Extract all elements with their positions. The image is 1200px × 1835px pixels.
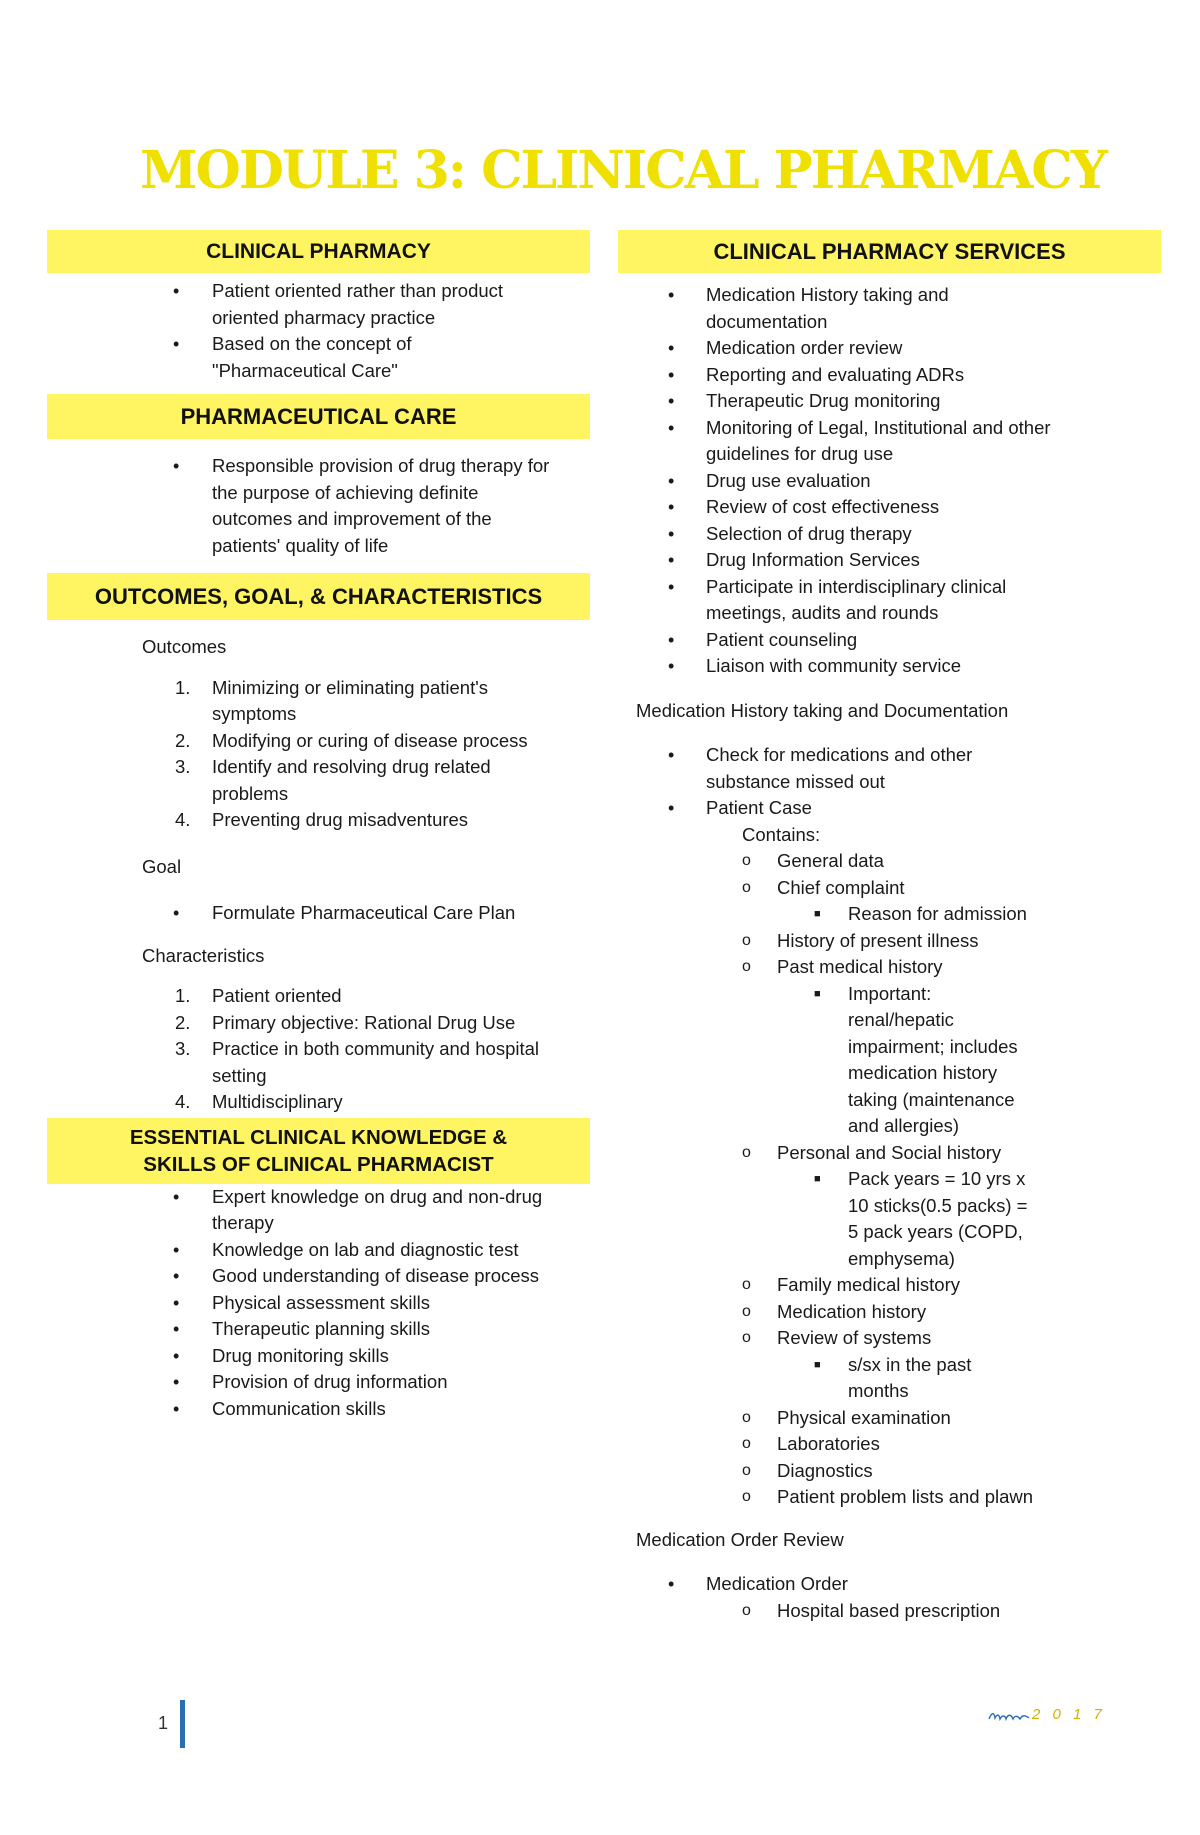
bullet-icon: • (173, 1239, 180, 1260)
bullet-icon: • (668, 364, 675, 385)
list-item (618, 1299, 1161, 1326)
list-item-text: Family medical history (777, 1274, 960, 1295)
bullet-icon: • (668, 417, 675, 438)
list-item-text: Multidisciplinary (212, 1091, 343, 1112)
list-number: 2. (175, 729, 191, 751)
bullet-icon: • (173, 903, 180, 923)
list-item (47, 983, 590, 1010)
list-item-text: Preventing drug misadventures (212, 809, 469, 830)
circle-bullet-icon: o (742, 1329, 751, 1346)
list-item-text: General data (777, 850, 884, 871)
list-item-text: Laboratories (777, 1433, 880, 1454)
footer-year (988, 1706, 1106, 1723)
footer-year-text: 2 0 1 7 (1032, 1706, 1106, 1723)
list-item (618, 627, 1161, 654)
list-item-text: Practice in both community and hospital setting (212, 1038, 540, 1086)
list-item (618, 574, 1161, 627)
bullet-icon: • (668, 285, 675, 305)
page-title: MODULE 3: CLINICAL PHARMACY (140, 140, 1106, 201)
list-item-text: Communication skills (212, 1397, 386, 1419)
outcomes-heading: OUTCOMES, GOAL, & CHARACTERISTICS (47, 573, 590, 620)
list-item (47, 1036, 590, 1089)
outcomes-label: Outcomes (142, 636, 227, 657)
clinical-pharmacy-heading: CLINICAL PHARMACY (47, 230, 590, 273)
list-item-text: Physical examination (777, 1406, 951, 1428)
list-item (47, 1010, 590, 1037)
list-number: 1. (175, 985, 191, 1006)
footer-divider (180, 1700, 185, 1748)
list-item (618, 1598, 1161, 1625)
list-item (618, 1272, 1161, 1299)
list-item-text: Provision of drug information (212, 1371, 448, 1392)
list-item (618, 468, 1161, 495)
characteristics-list (47, 983, 590, 1116)
list-item-text: Hospital based prescription (777, 1599, 1001, 1621)
list-item (618, 742, 1161, 795)
bullet-icon: • (173, 1266, 180, 1286)
list-item-text: Important: renal/hepatic impairment; includes medication history taking (maintenance and allergies) (848, 982, 1018, 1136)
list-item (47, 1369, 590, 1396)
list-item-text: Therapeutic planning skills (212, 1318, 431, 1339)
list-item (618, 547, 1161, 574)
bullet-icon: • (668, 550, 675, 570)
bullet-icon: • (668, 576, 675, 597)
left-column (47, 230, 590, 1422)
list-item-text: Past medical history (777, 956, 943, 977)
list-item-text: Patient counseling (706, 628, 858, 650)
list-item-text: Monitoring of Legal, Institutional and other guidelines for drug use (706, 416, 1051, 464)
list-item (618, 415, 1161, 468)
list-item (47, 807, 590, 834)
essential-knowledge-heading: ESSENTIAL CLINICAL KNOWLEDGE & SKILLS OF CLINICAL PHARMACIST (47, 1118, 590, 1184)
bullet-icon: • (173, 1398, 180, 1419)
goal-list (47, 900, 590, 927)
bullet-icon: • (668, 798, 675, 818)
services-list (618, 282, 1161, 680)
list-item-text: Formulate Pharmaceutical Care Plan (212, 902, 516, 923)
circle-bullet-icon: o (742, 852, 751, 869)
bullet-icon: • (668, 745, 675, 765)
list-item-text: Medication history (777, 1300, 927, 1322)
list-item (47, 453, 590, 559)
circle-bullet-icon: o (742, 1276, 751, 1293)
list-item-text: Modifying or curing of disease process (212, 729, 528, 751)
list-item-text: Drug Information Services (706, 549, 920, 570)
list-item (618, 521, 1161, 548)
list-item (47, 331, 590, 384)
list-item (618, 1166, 1161, 1272)
list-number: 3. (175, 756, 191, 777)
list-item-text: Review of systems (777, 1327, 932, 1348)
list-item (618, 1325, 1161, 1352)
list-item (618, 954, 1161, 981)
list-item-text: Review of cost effectiveness (706, 496, 940, 517)
essential-knowledge-list (47, 1184, 590, 1423)
list-item (47, 675, 590, 728)
list-item (47, 1316, 590, 1343)
clinical-pharmacy-services-heading: CLINICAL PHARMACY SERVICES (618, 230, 1161, 273)
bullet-icon: • (668, 338, 675, 358)
list-item-text: Good understanding of disease process (212, 1265, 540, 1286)
bullet-icon: • (668, 656, 675, 676)
square-bullet-icon: ■ (814, 1358, 821, 1371)
right-column (618, 230, 1161, 1624)
list-item-text: Patient oriented rather than product oriented pharmacy practice (212, 280, 504, 328)
square-bullet-icon: ■ (814, 1173, 821, 1185)
list-item (618, 875, 1161, 902)
list-number: 2. (175, 1011, 191, 1033)
list-item (618, 1458, 1161, 1485)
list-item-text: Primary objective: Rational Drug Use (212, 1011, 516, 1033)
list-item-text: Patient problem lists and plawn (777, 1486, 1034, 1507)
bullet-icon: • (668, 523, 675, 544)
list-item-text: Drug use evaluation (706, 469, 871, 491)
contains-label: Contains: (742, 823, 821, 845)
circle-bullet-icon: o (742, 1601, 751, 1619)
list-item (618, 494, 1161, 521)
list-item-text: Medication order review (706, 337, 903, 358)
circle-bullet-icon: o (742, 1435, 751, 1452)
pharmaceutical-care-list (47, 453, 590, 559)
circle-bullet-icon: o (742, 1408, 751, 1426)
list-item (618, 1405, 1161, 1432)
list-item-text: Selection of drug therapy (706, 522, 912, 544)
medication-history-list (618, 742, 1161, 822)
list-item (618, 388, 1161, 415)
bullet-icon: • (668, 1574, 675, 1594)
list-item-text: Identify and resolving drug related problems (212, 756, 491, 804)
list-item (618, 335, 1161, 362)
circle-bullet-icon: o (742, 878, 751, 896)
list-item (618, 1431, 1161, 1458)
list-item-text: Responsible provision of drug therapy for the purpose of achieving definite outcomes and improvement of the patients' quality of life (212, 455, 550, 556)
list-item-text: Drug monitoring skills (212, 1344, 389, 1366)
list-item (47, 754, 590, 807)
list-item-text: Medication History taking and documentation (706, 284, 949, 332)
list-item-text: History of present illness (777, 929, 979, 951)
list-item-text: Liaison with community service (706, 655, 961, 676)
list-item (47, 1089, 590, 1116)
list-item (618, 848, 1161, 875)
list-item (618, 1571, 1161, 1598)
list-item-text: Reporting and evaluating ADRs (706, 363, 965, 385)
list-item (618, 653, 1161, 680)
list-item-text: Chief complaint (777, 876, 905, 898)
list-item-text: Based on the concept of "Pharmaceutical Care" (212, 333, 412, 381)
list-item-text: Knowledge on lab and diagnostic test (212, 1238, 519, 1260)
list-number: 4. (175, 1091, 191, 1112)
list-item (47, 1290, 590, 1317)
circle-bullet-icon: o (742, 1488, 751, 1505)
bullet-icon: • (173, 334, 180, 354)
author-signature-icon (988, 1709, 1030, 1721)
circle-bullet-icon: o (742, 1302, 751, 1320)
bullet-icon: • (173, 1345, 180, 1366)
list-item (47, 278, 590, 331)
list-item-text: Personal and Social history (777, 1141, 1002, 1163)
list-item-text: Physical assessment skills (212, 1291, 430, 1313)
page-number: 1 (158, 1713, 169, 1733)
list-item (618, 795, 1161, 822)
circle-bullet-icon: o (742, 931, 751, 949)
bullet-icon: • (173, 1319, 180, 1339)
bullet-icon: • (173, 456, 180, 476)
list-item-text: Check for medications and other substance missed out (706, 744, 973, 792)
list-item-text: Pack years = 10 yrs x 10 sticks(0.5 packs) = 5 pack years (COPD, emphysema) (848, 1168, 1028, 1269)
medication-order-review-label: Medication Order Review (636, 1528, 844, 1550)
list-item (618, 901, 1161, 928)
circle-bullet-icon: o (742, 1143, 751, 1161)
list-item-text: s/sx in the past months (848, 1353, 972, 1401)
list-item-text: Patient Case (706, 797, 812, 818)
list-item-text: Medication Order (706, 1573, 848, 1594)
bullet-icon: • (668, 497, 675, 517)
square-bullet-icon: ■ (814, 908, 821, 920)
outcomes-list (47, 675, 590, 834)
bullet-icon: • (668, 629, 675, 650)
list-item (618, 1484, 1161, 1511)
list-item (47, 728, 590, 755)
list-item-text: Participate in interdisciplinary clinical meetings, audits and rounds (706, 575, 1007, 623)
list-item (618, 1352, 1161, 1405)
bullet-icon: • (173, 1372, 180, 1392)
medication-history-label: Medication History taking and Documentation (636, 699, 1009, 721)
list-item (618, 362, 1161, 389)
characteristics-label: Characteristics (142, 944, 265, 966)
list-item (47, 1237, 590, 1264)
list-item-text: Expert knowledge on drug and non-drug therapy (212, 1185, 543, 1233)
list-item-text: Therapeutic Drug monitoring (706, 390, 941, 411)
bullet-icon: • (668, 470, 675, 491)
bullet-icon: • (173, 281, 180, 301)
circle-bullet-icon: o (742, 958, 751, 975)
bullet-icon: • (173, 1186, 180, 1207)
list-item-text: Diagnostics (777, 1459, 873, 1481)
list-number: 4. (175, 809, 191, 830)
list-item (47, 900, 590, 927)
medication-order-list (618, 1571, 1161, 1624)
list-number: 3. (175, 1038, 191, 1059)
list-number: 1. (175, 676, 191, 698)
square-bullet-icon: ■ (814, 987, 821, 1000)
list-item-text: Patient oriented (212, 985, 342, 1006)
list-item (618, 1140, 1161, 1167)
list-item (618, 981, 1161, 1140)
bullet-icon: • (173, 1292, 180, 1313)
list-item (47, 1263, 590, 1290)
list-item (618, 282, 1161, 335)
list-item (618, 928, 1161, 955)
clinical-pharmacy-list (47, 278, 590, 384)
list-item (47, 1396, 590, 1423)
list-item-text: Reason for admission (848, 903, 1027, 924)
patient-case-list (618, 848, 1161, 1511)
goal-label: Goal (142, 855, 182, 877)
bullet-icon: • (668, 391, 675, 411)
list-item (47, 1343, 590, 1370)
pharmaceutical-care-heading: PHARMACEUTICAL CARE (47, 394, 590, 439)
list-item-text: Minimizing or eliminating patient's symptoms (212, 676, 489, 724)
circle-bullet-icon: o (742, 1461, 751, 1479)
list-item (47, 1184, 590, 1237)
